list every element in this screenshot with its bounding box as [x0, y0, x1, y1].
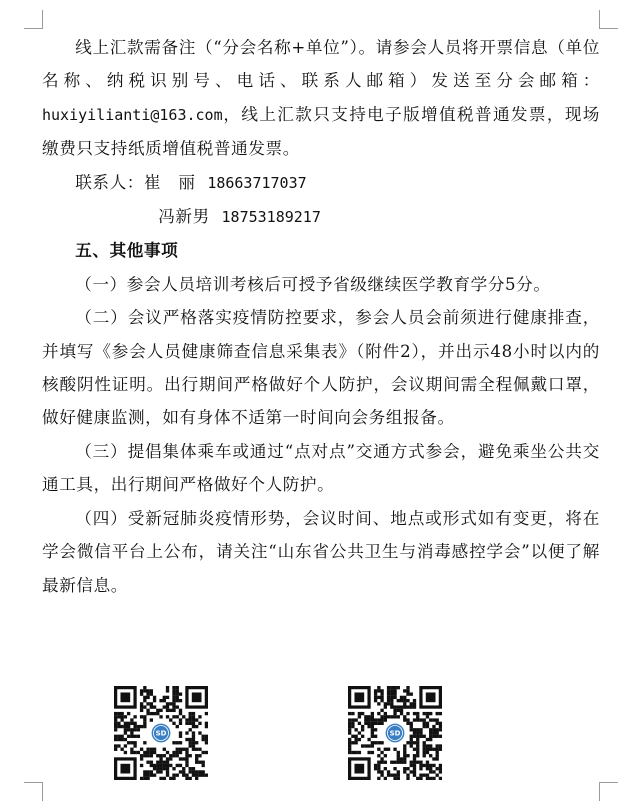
item-1-paragraph: （一）参会人员培训考核后可授予省级继续医学教育学分5分。 [75, 274, 551, 294]
document-page [42, 31, 600, 602]
qr-code-icon [348, 686, 442, 780]
item-3-paragraph: （三）提倡集体乘车或通过“点对点”交通方式参会，避免乘坐公共交通工具，出行期间严格做好个人防护。 [42, 441, 600, 495]
email-address: huxiyilianti@163.com [42, 105, 223, 124]
contact1-name: 崔 丽 [143, 172, 196, 192]
contact1-phone: 18663717037 [207, 173, 307, 192]
qr-code-row [0, 686, 642, 782]
svg-text:SD: SD [155, 729, 167, 738]
crop-mark-top-right [599, 10, 618, 29]
payment-note-text: 线上汇款需备注（“分会名称+单位”）。请参会人员将开票信息（单位名称、纳税识别号、电话、联系人邮箱）发送至分会邮箱： [42, 38, 600, 91]
contact2-phone: 18753189217 [221, 208, 321, 227]
crop-mark-bottom-right [599, 782, 618, 801]
qr-code-icon [114, 686, 208, 780]
crop-mark-top-left [24, 10, 43, 29]
crop-mark-bottom-left [24, 782, 43, 801]
section-heading: 五、其他事项 [75, 241, 179, 261]
contact-line-1 [42, 166, 600, 200]
contact-label: 联系人： [75, 172, 144, 192]
payment-note-tail: ，线上汇款只支持电子版增值税普通发票，现场缴费只支持纸质增值税普通发票。 [42, 104, 600, 159]
qr-code-graphic-right [348, 686, 442, 780]
contact2-name: 冯新男 [158, 207, 210, 227]
contact-line-2 [42, 200, 600, 234]
payment-note-paragraph [42, 31, 600, 166]
item-4-paragraph: （四）受新冠肺炎疫情形势，会议时间、地点或形式如有变更，将在学会微信平台上公布，请关注“山东省公共卫生与消毒感控学会”以便了解最新信息。 [42, 508, 600, 595]
svg-text:SD: SD [389, 729, 401, 738]
item-2-paragraph: （二）会议严格落实疫情防控要求，参会人员会前须进行健康排查，并填写《参会人员健康筛查信息采集表》（附件2），并出示48小时以内的核酸阴性证明。出行期间严格做好个人防护，会议期间需全程佩戴口罩，做好健康监测，如有身体不适第一时间向会务组报备。 [42, 308, 600, 428]
qr-code-graphic-left [114, 686, 208, 780]
